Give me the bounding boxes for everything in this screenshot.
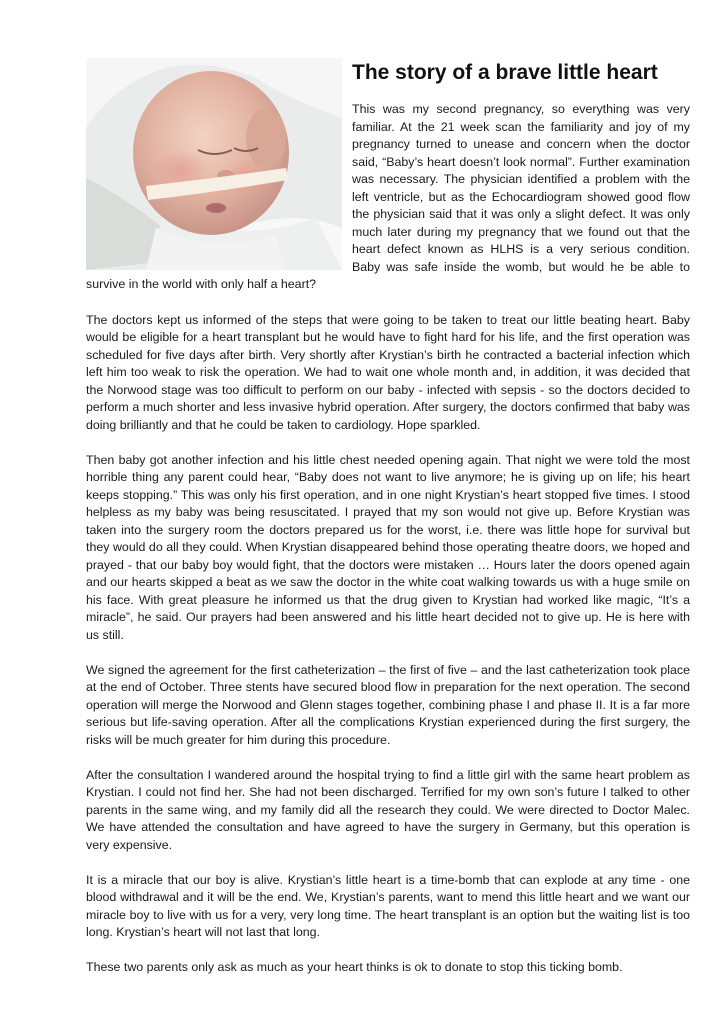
paragraph: The doctors kept us informed of the steps that were going to be taken to treat our little beating heart. Baby would be eligible for a heart transplant but he would have to fight hard for his life, and the first operation was scheduled for five days after birth. Very shortly after Krystian’s birth he contracted a bacterial infection which left him too weak to risk the operation. We had to wait one whole month and, in addition, it was decided that the Norwood stage was too difficult to perform on our baby - infected with sepsis - so the doctors decided to perform a much shorter and less invasive hybrid operation. After surgery, the doctors confirmed that baby was doing brilliantly and that he could be taken to cardiology. Hope sparkled. (86, 312, 690, 432)
article (86, 56, 690, 977)
sleeping-baby-photo (86, 58, 342, 270)
paragraph: Then baby got another infection and his little chest needed opening again. That night we were told the most horrible thing any parent could hear, “Baby does not want to live anymore; he is giving up on life; his heart keeps stopping.” This was only his first operation, and in one night Krystian’s heart stopped five times. I stood helpless as my baby was being resuscitated. I prayed that my son would not give up. Before Krystian was taken into the surgery room the doctors prepared us for the worst, i.e. there was little hope for survival but they would do all they could. When Krystian disappeared behind those operating theatre doors, we hoped and prayed - that our baby boy would fight, that the doctors were mistaken … Hours later the doors opened again and our hearts skipped a beat as we saw the doctor in the white coat walking towards us with a huge smile on his face. With great pleasure he informed us that the drug given to Krystian had worked like magic, “It’s a miracle”, he said. Our prayers had been answered and his little heart decided not to give up. He is here with us still. (86, 452, 690, 642)
paragraph: It is a miracle that our boy is alive. Krystian’s little heart is a time-bomb that can explode at any time - one blood withdrawal and it will be the end. We, Krystian’s parents, want to mend this little heart and we want our miracle boy to live with us for a very, very long time. The heart transplant is an option but the waiting list is too long. Krystian’s heart will not last that long. (86, 872, 690, 939)
baby-image-icon (86, 58, 342, 270)
paragraph: These two parents only ask as much as your heart thinks is ok to donate to stop this ticking bomb. (86, 960, 623, 974)
paragraph: We signed the agreement for the first catheterization – the first of five – and the last catheterization took place at the end of October. Three stents have secured blood flow in preparation for the next operation. The second operation will merge the Norwood and Glenn stages together, combining phase I and phase II. It is a far more serious but life-saving operation. After all the complications Krystian experienced during the first surgery, the risks will be much greater for him during this procedure. (86, 662, 690, 747)
paragraph: This was my second pregnancy, so everything was very familiar. At the 21 week scan the familiarity and joy of my pregnancy turned to unease and concern when the doctor said, “Baby’s heart doesn’t look normal”. Further examination was necessary. The physician identified a problem with the left ventricle, but as the Echocardiogram showed good flow the physician said that it was only a slight defect. It was only much later during my pregnancy that we found out that the heart defect known as HLHS is a very serious condition. Baby was safe inside the womb, but would he be able to survive in the world with only half a heart? (86, 102, 690, 291)
article-title: The story of a brave little heart (352, 61, 658, 84)
paragraph: After the consultation I wandered around the hospital trying to find a little girl with the same heart problem as Krystian. I could not find her. She had not been discharged. Terrified for my own son’s future I talked to other parents in the same wing, and my family did all the research they could. We were directed to Doctor Malec. We have attended the consultation and have agreed to have the surgery in Germany, but this operation is very expensive. (86, 767, 690, 852)
